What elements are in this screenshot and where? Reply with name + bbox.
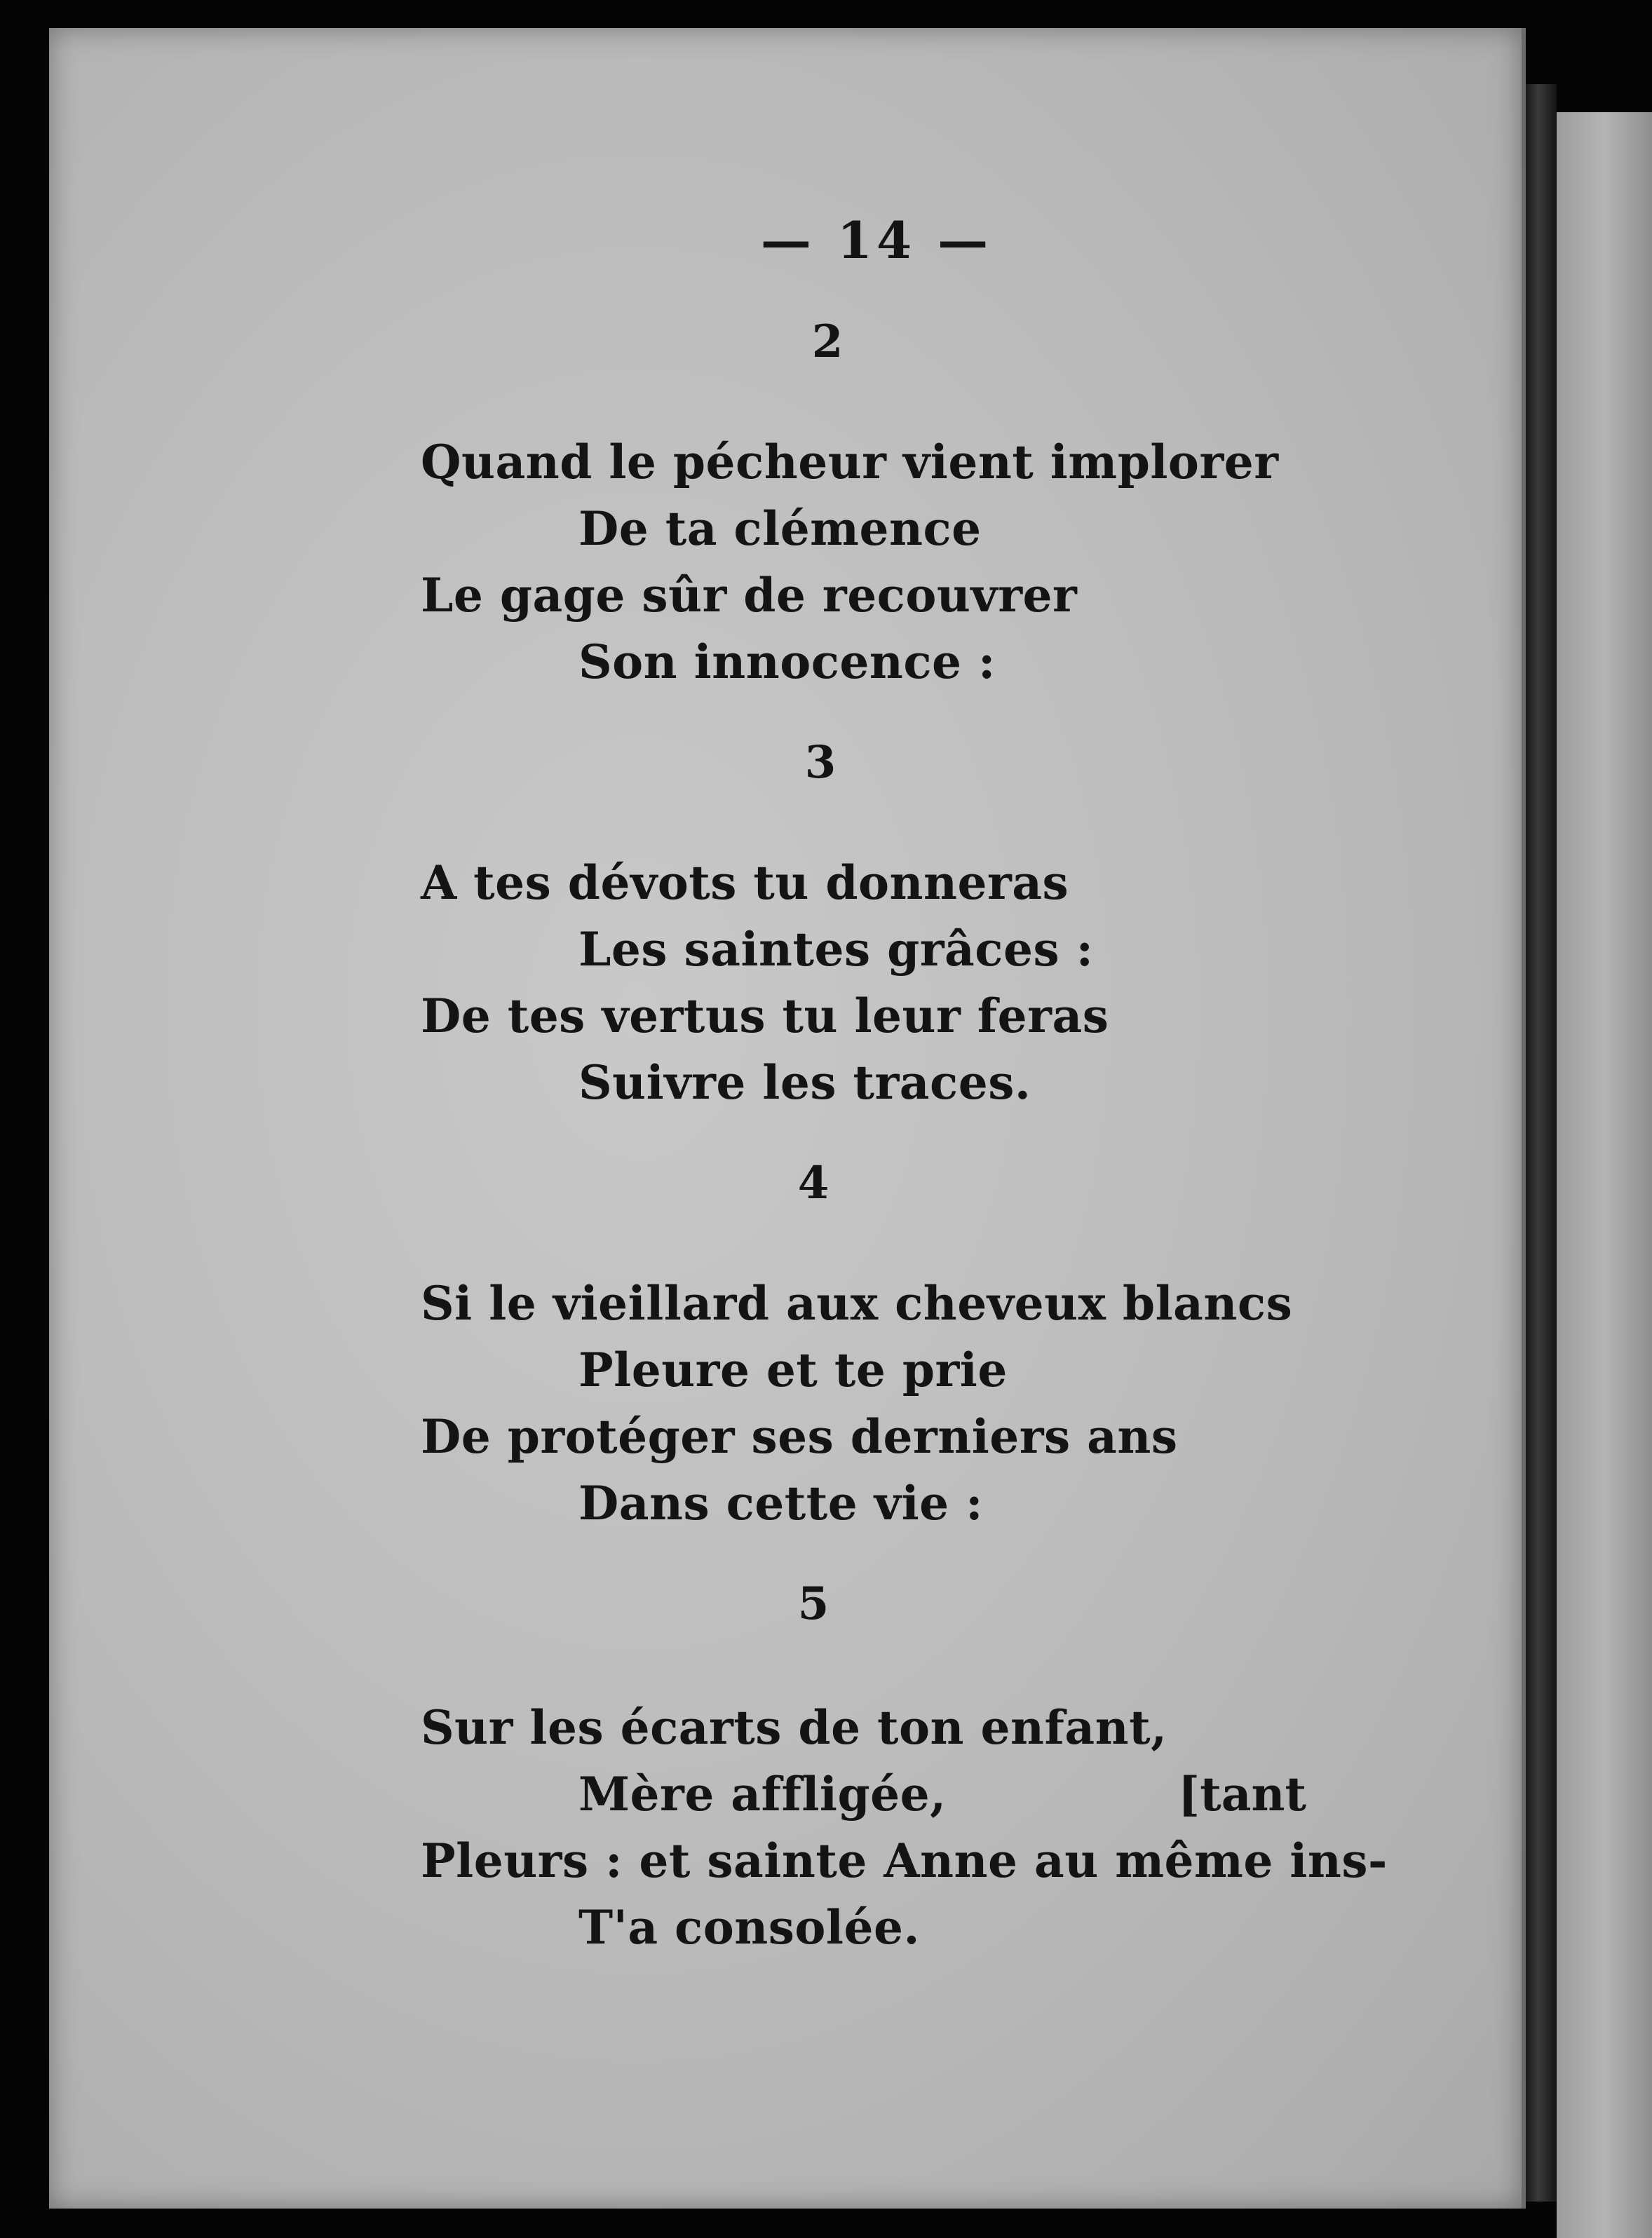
stanza-number: 5 [797,1578,830,1630]
page-text [49,28,1522,2209]
stanza-number: 2 [811,316,844,368]
verse-line: Suivre les traces. [578,1055,1031,1110]
verse-line: Pleurs : et sainte Anne au même ins- [421,1833,1388,1888]
verse-line: Pleure et te prie [578,1343,1008,1397]
overflow-fragment: [tant [1178,1767,1306,1822]
stanza-number: 3 [804,736,837,789]
verse-line: A tes dévots tu donneras [421,855,1069,910]
stanza-number: 4 [797,1157,830,1209]
verse-line: De ta clémence [578,501,982,556]
verse-line: Mère affligée, [578,1767,947,1822]
page-number: — 14 — [760,210,993,270]
verse-line: Si le vieillard aux cheveux blancs [421,1276,1293,1331]
book-page [49,28,1526,2209]
book-gutter [1526,84,1557,2202]
verse-line: Son innocence : [578,635,996,689]
next-page-edge [1557,112,1652,2238]
verse-line: T'a consolée. [578,1900,920,1955]
verse-line: Dans cette vie : [578,1476,983,1531]
verse-line: De tes vertus tu leur feras [421,989,1109,1043]
verse-line: De protéger ses derniers ans [421,1409,1178,1464]
verse-line: Sur les écarts de ton enfant, [421,1700,1167,1755]
verse-line: Les saintes grâces : [578,922,1094,977]
verse-line: Le gage sûr de recouvrer [421,568,1078,623]
verse-line: Quand le pécheur vient implorer [421,435,1279,489]
